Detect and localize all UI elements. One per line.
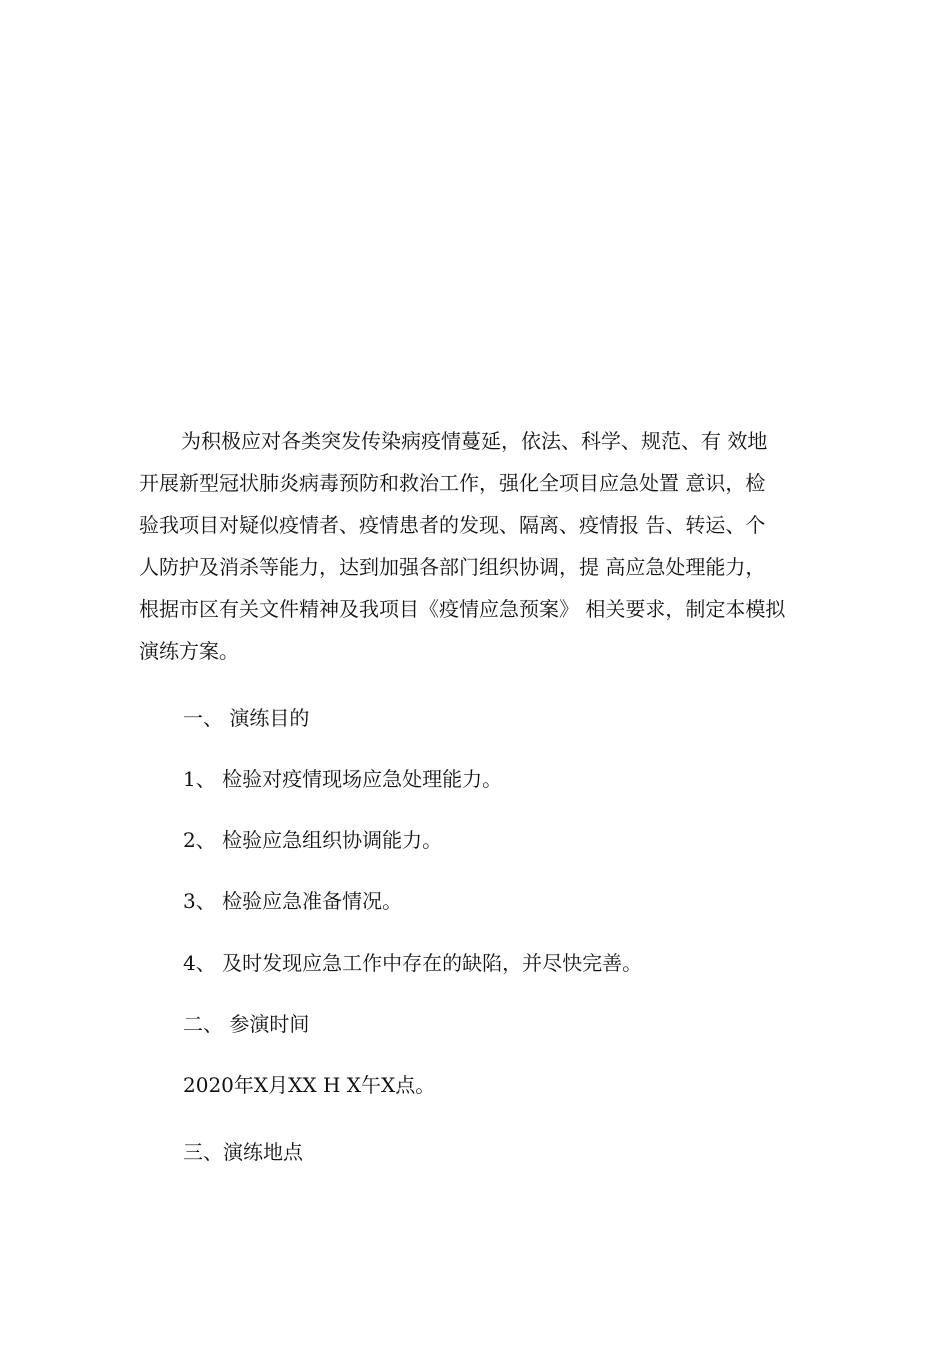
intro-line: 验我项目对疑似疫情者、疫情患者的发现、隔离、疫情报 告、转运、个 <box>139 513 766 537</box>
intro-line: 根据市区有关文件精神及我项目《疫情应急预案》 相关要求，制定本模拟 <box>139 597 786 621</box>
purpose-item: 2、 检验应急组织协调能力。 <box>183 828 443 852</box>
section-heading-time: 二、 参演时间 <box>183 1012 310 1036</box>
intro-line: 开展新型冠状肺炎病毒预防和救治工作，强化全项目应急处置 意识，检 <box>139 471 766 495</box>
purpose-item: 1、 检验对疫情现场应急处理能力。 <box>183 767 503 791</box>
section-heading-location: 三、演练地点 <box>183 1140 303 1164</box>
time-text: 2020年X月XX H X午X点。 <box>183 1073 436 1097</box>
intro-line: 人防护及消杀等能力，达到加强各部门组织协调，提 高应急处理能力， <box>139 555 766 579</box>
section-heading-purpose: 一、 演练目的 <box>183 706 310 730</box>
intro-line: 为积极应对各类突发传染病疫情蔓延，依法、科学、规范、有 效地 <box>181 429 768 453</box>
purpose-item: 3、 检验应急准备情况。 <box>183 889 403 913</box>
intro-paragraph <box>139 420 809 672</box>
intro-line: 演练方案。 <box>139 639 239 663</box>
purpose-item: 4、 及时发现应急工作中存在的缺陷，并尽快完善。 <box>183 951 643 975</box>
